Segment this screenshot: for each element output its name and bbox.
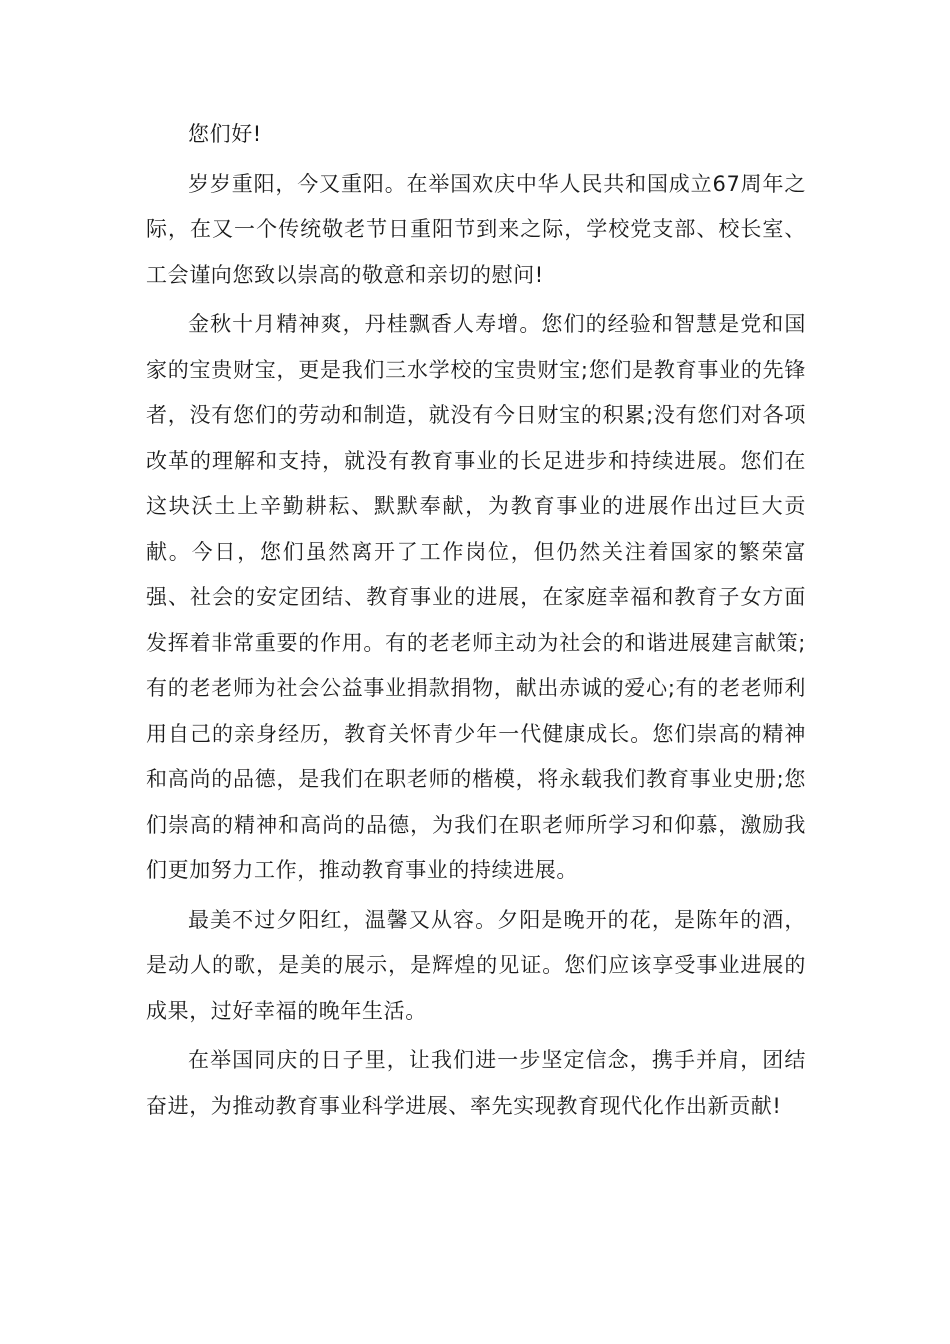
letter-body xyxy=(146,112,806,1133)
letter-greeting: 您们好! xyxy=(188,122,262,146)
letter-paragraph-1: 岁岁重阳，今又重阳。在举国欢庆中华人民共和国成立67周年之际，在又一个传统敬老节日重阳节到来之际，学校党支部、校长室、工会谨向您致以崇高的敬意和亲切的慰问! xyxy=(146,171,806,287)
letter-paragraph-4: 在举国同庆的日子里，让我们进一步坚定信念，携手并肩，团结奋进，为推动教育事业科学进展、率先实现教育现代化作出新贡献! xyxy=(146,1048,806,1118)
letter-paragraph-3: 最美不过夕阳红，温馨又从容。夕阳是晚开的花，是陈年的酒，是动人的歌，是美的展示，是辉煌的见证。您们应该享受事业进展的成果，过好幸福的晚年生活。 xyxy=(146,907,806,1023)
letter-paragraph-2: 金秋十月精神爽，丹桂飘香人寿增。您们的经验和智慧是党和国家的宝贵财宝，更是我们三水学校的宝贵财宝;您们是教育事业的先锋者，没有您们的劳动和制造，就没有今日财宝的积累;没有您们对各项改革的理解和支持，就没有教育事业的长足进步和持续进展。您们在这块沃土上辛勤耕耘、默默奉献，为教育事业的进展作出过巨大贡献。今日，您们虽然离开了工作岗位，但仍然关注着国家的繁荣富强、社会的安定团结、教育事业的进展，在家庭幸福和教育子女方面发挥着非常重要的作用。有的老老师主动为社会的和谐进展建言献策;有的老老师为社会公益事业捐款捐物，献出赤诚的爱心;有的老老师利用自己的亲身经历，教育关怀青少年一代健康成长。您们崇高的精神和高尚的品德，是我们在职老师的楷模，将永载我们教育事业史册;您们崇高的精神和高尚的品德，为我们在职老师所学习和仰慕，激励我们更加努力工作，推动教育事业的持续进展。 xyxy=(146,312,806,882)
